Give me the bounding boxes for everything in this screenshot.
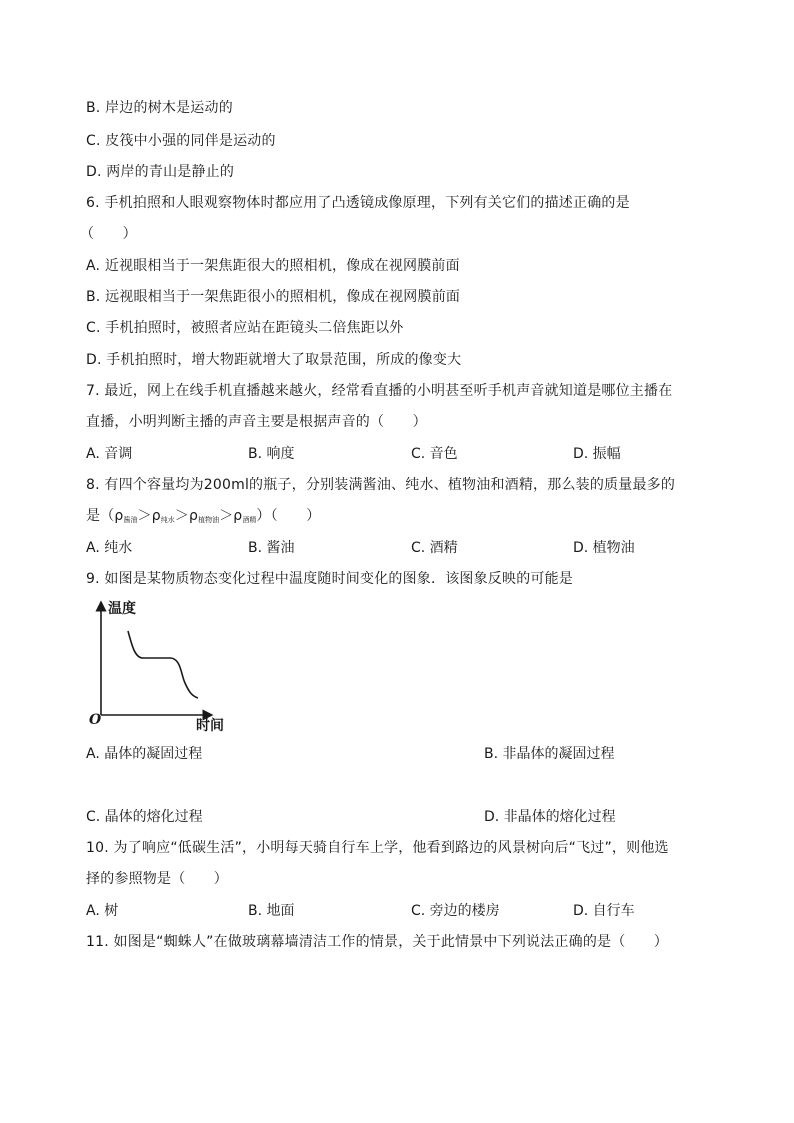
q8-option-a: A. 纯水 — [86, 540, 133, 556]
q9-option-b: B. 非晶体的凝固过程 — [484, 746, 615, 762]
q8-stem-suffix: ）（ ） — [256, 508, 321, 524]
q6-stem: 6. 手机拍照和人眼观察物体时都应用了凸透镜成像原理，下列有关它们的描述正确的是 — [86, 195, 630, 211]
q7-stem-line1: 7. 最近，网上在线手机直播越来越火，经常看直播的小明甚至听手机声音就知道是哪位主播在 — [86, 383, 673, 399]
q10-option-d: D. 自行车 — [573, 903, 635, 919]
q10-stem-line2: 择的参照物是（ ） — [86, 871, 228, 887]
q10-option-a: A. 树 — [86, 903, 119, 919]
q9-option-d: D. 非晶体的熔化过程 — [484, 809, 616, 825]
q8-stem-line1: 8. 有四个容量均为200ml的瓶子，分别装满酱油、纯水、植物油和酒精，那么装的质量最多的 — [86, 477, 676, 493]
q6-option-a: A. 近视眼相当于一架焦距很大的照相机，像成在视网膜前面 — [86, 258, 460, 274]
greater-than-rho: ＞ρ — [174, 508, 199, 524]
greater-than-rho: ＞ρ — [137, 508, 161, 524]
q8-option-b: B. 酱油 — [248, 540, 295, 556]
q7-option-a: A. 音调 — [86, 446, 133, 462]
density-subscript-vegetable-oil: 植物油 — [198, 516, 220, 524]
q11-stem: 11. 如图是“蜘蛛人”在做玻璃幕墙清洁工作的情景，关于此情景中下列说法正确的是（ ） — [86, 934, 669, 950]
q9-stem: 9. 如图是某物质物态变化过程中温度随时间变化的图象．该图象反映的可能是 — [86, 571, 574, 587]
q7-option-d: D. 振幅 — [573, 446, 621, 462]
q8-option-d: D. 植物油 — [573, 540, 635, 556]
q5-option-d: D. 两岸的青山是静止的 — [86, 164, 235, 180]
y-axis-label: 温度 — [108, 601, 136, 617]
q7-option-b: B. 响度 — [248, 446, 295, 462]
greater-than-rho: ＞ρ — [219, 508, 243, 524]
q6-option-d: D. 手机拍照时，增大物距就增大了取景范围，所成的像变大 — [86, 352, 462, 368]
density-subscript-alcohol: 酒精 — [242, 516, 257, 524]
q6-answer-blank: （ ） — [80, 226, 137, 242]
q5-option-c: C. 皮筏中小强的同伴是运动的 — [86, 133, 276, 149]
q7-stem-line2: 直播，小明判断主播的声音主要是根据声音的（ ） — [86, 414, 427, 430]
q7-option-c: C. 音色 — [411, 446, 458, 462]
q6-option-b: B. 远视眼相当于一架焦距很小的照相机，像成在视网膜前面 — [86, 289, 461, 305]
q6-option-c: C. 手机拍照时，被照者应站在距镜头二倍焦距以外 — [86, 320, 404, 336]
temperature-curve — [128, 631, 198, 698]
density-subscript-soy-sauce: 酱油 — [123, 516, 138, 524]
q9-option-a: A. 晶体的凝固过程 — [86, 746, 203, 762]
q9-option-c: C. 晶体的熔化过程 — [86, 809, 203, 825]
q5-option-b: B. 岸边的树木是运动的 — [86, 100, 233, 116]
x-axis-label: 时间 — [196, 718, 224, 734]
q10-stem-line1: 10. 为了响应“低碳生活”，小明每天骑自行车上学，他看到路边的风景树向后“飞过”，则他选 — [86, 840, 669, 856]
density-subscript-pure-water: 纯水 — [160, 516, 175, 524]
q10-option-c: C. 旁边的楼房 — [411, 903, 500, 919]
q10-option-b: B. 地面 — [248, 903, 295, 919]
q8-option-c: C. 酒精 — [411, 540, 458, 556]
temperature-time-graph — [86, 598, 226, 738]
q8-stem-line2 — [86, 506, 320, 530]
q8-stem-prefix: 是（ρ — [86, 508, 124, 524]
origin-label: O — [89, 712, 102, 728]
